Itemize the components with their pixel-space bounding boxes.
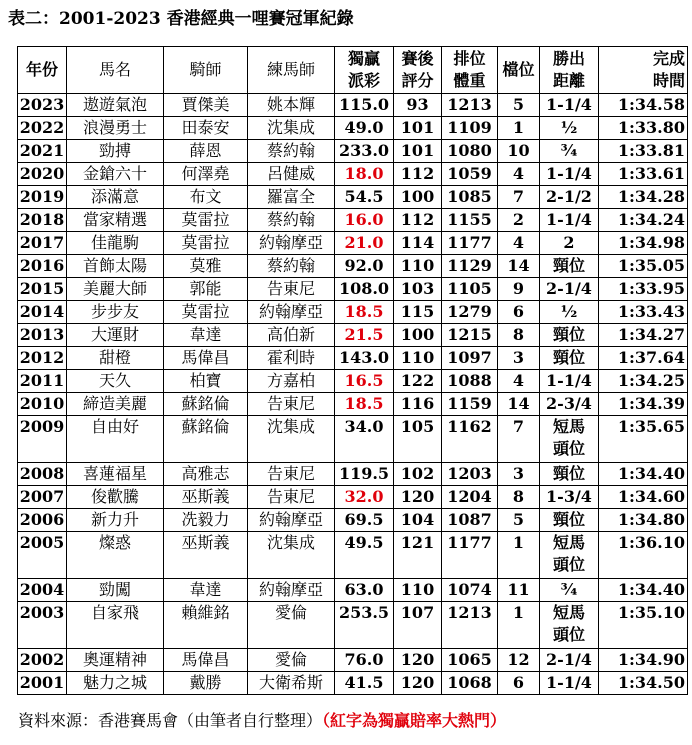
row-time: 1:33.43	[599, 301, 688, 324]
table-title: 表二：2001-2023 香港經典一哩賽冠軍紀錄	[8, 9, 354, 29]
row-rating: 114	[394, 232, 442, 255]
table-row	[18, 463, 688, 486]
row-weight: 1177	[442, 532, 498, 579]
row-time: 1:34.50	[599, 672, 688, 695]
row-rating: 116	[394, 393, 442, 416]
row-year: 2010	[18, 393, 67, 416]
row-rating: 107	[394, 602, 442, 649]
row-year: 2020	[18, 163, 67, 186]
row-horse: 締造美麗	[67, 393, 164, 416]
row-trainer: 約翰摩亞	[248, 579, 335, 602]
table-row	[18, 186, 688, 209]
source-note: （紅字為獨贏賠率大熱門）	[322, 711, 507, 730]
row-margin: 2-3/4	[540, 393, 599, 416]
row-rating: 110	[394, 347, 442, 370]
row-weight: 1074	[442, 579, 498, 602]
header-draw: 檔位	[498, 47, 540, 94]
row-draw: 2	[498, 209, 540, 232]
row-weight: 1159	[442, 393, 498, 416]
row-horse: 佳龍駒	[67, 232, 164, 255]
row-year: 2002	[18, 649, 67, 672]
row-trainer: 大衛希斯	[248, 672, 335, 695]
row-horse: 天久	[67, 370, 164, 393]
row-trainer: 蔡約翰	[248, 255, 335, 278]
table-row	[18, 532, 688, 579]
row-year: 2014	[18, 301, 67, 324]
table-row	[18, 301, 688, 324]
table-row	[18, 579, 688, 602]
row-weight: 1129	[442, 255, 498, 278]
row-rating: 102	[394, 463, 442, 486]
row-odds: 92.0	[335, 255, 394, 278]
row-margin: 1-1/4	[540, 163, 599, 186]
row-jockey: 蘇銘倫	[164, 393, 248, 416]
row-margin: 頸位	[540, 347, 599, 370]
row-rating: 100	[394, 324, 442, 347]
row-trainer: 愛倫	[248, 649, 335, 672]
row-jockey: 韋達	[164, 324, 248, 347]
row-draw: 7	[498, 416, 540, 463]
row-draw: 3	[498, 347, 540, 370]
row-year: 2007	[18, 486, 67, 509]
row-trainer: 告東尼	[248, 486, 335, 509]
row-odds: 76.0	[335, 649, 394, 672]
row-margin: 頸位	[540, 324, 599, 347]
row-rating: 122	[394, 370, 442, 393]
row-rating: 105	[394, 416, 442, 463]
table-row	[18, 209, 688, 232]
row-time: 1:33.61	[599, 163, 688, 186]
row-odds: 108.0	[335, 278, 394, 301]
header-year: 年份	[18, 47, 67, 94]
row-horse: 添滿意	[67, 186, 164, 209]
row-jockey: 巫斯義	[164, 532, 248, 579]
row-weight: 1162	[442, 416, 498, 463]
table-row	[18, 163, 688, 186]
row-trainer: 姚本輝	[248, 94, 335, 117]
row-rating: 120	[394, 649, 442, 672]
row-time: 1:35.05	[599, 255, 688, 278]
row-jockey: 馬偉昌	[164, 649, 248, 672]
row-margin: 2	[540, 232, 599, 255]
row-rating: 112	[394, 163, 442, 186]
row-weight: 1177	[442, 232, 498, 255]
row-odds: 18.0	[335, 163, 394, 186]
row-year: 2016	[18, 255, 67, 278]
row-year: 2008	[18, 463, 67, 486]
row-draw: 6	[498, 672, 540, 695]
row-horse: 燦惑	[67, 532, 164, 579]
row-jockey: 莫雷拉	[164, 209, 248, 232]
row-draw: 12	[498, 649, 540, 672]
row-rating: 110	[394, 579, 442, 602]
header-margin: 勝出 距離	[540, 47, 599, 94]
row-weight: 1097	[442, 347, 498, 370]
row-margin: 頸位	[540, 463, 599, 486]
row-time: 1:35.10	[599, 602, 688, 649]
row-weight: 1068	[442, 672, 498, 695]
row-margin: 1-1/4	[540, 94, 599, 117]
row-weight: 1088	[442, 370, 498, 393]
row-odds: 49.5	[335, 532, 394, 579]
row-weight: 1065	[442, 649, 498, 672]
row-odds: 49.0	[335, 117, 394, 140]
row-odds: 34.0	[335, 416, 394, 463]
row-weight: 1215	[442, 324, 498, 347]
row-odds: 21.0	[335, 232, 394, 255]
table-row	[18, 370, 688, 393]
row-margin: 短馬 頭位	[540, 602, 599, 649]
row-jockey: 馬偉昌	[164, 347, 248, 370]
row-margin: 2-1/4	[540, 278, 599, 301]
row-trainer: 沈集成	[248, 532, 335, 579]
row-horse: 首飾太陽	[67, 255, 164, 278]
row-year: 2021	[18, 140, 67, 163]
header-odds: 獨贏 派彩	[335, 47, 394, 94]
row-time: 1:34.60	[599, 486, 688, 509]
row-margin: 1-1/4	[540, 370, 599, 393]
row-horse: 新力升	[67, 509, 164, 532]
row-draw: 4	[498, 232, 540, 255]
table-row	[18, 140, 688, 163]
row-trainer: 沈集成	[248, 416, 335, 463]
row-time: 1:34.27	[599, 324, 688, 347]
row-trainer: 告東尼	[248, 393, 335, 416]
row-rating: 93	[394, 94, 442, 117]
champions-table	[17, 46, 688, 695]
row-draw: 14	[498, 393, 540, 416]
row-horse: 奧運精神	[67, 649, 164, 672]
row-trainer: 高伯新	[248, 324, 335, 347]
header-jockey: 騎師	[164, 47, 248, 94]
row-rating: 110	[394, 255, 442, 278]
row-horse: 喜蓮福星	[67, 463, 164, 486]
table-row	[18, 393, 688, 416]
row-time: 1:34.39	[599, 393, 688, 416]
row-weight: 1213	[442, 94, 498, 117]
row-rating: 104	[394, 509, 442, 532]
table-row	[18, 672, 688, 695]
row-time: 1:37.64	[599, 347, 688, 370]
row-draw: 1	[498, 602, 540, 649]
row-jockey: 莫雷拉	[164, 301, 248, 324]
header-trainer: 練馬師	[248, 47, 335, 94]
row-margin: ½	[540, 301, 599, 324]
row-jockey: 巫斯義	[164, 486, 248, 509]
header-rating: 賽後 評分	[394, 47, 442, 94]
row-time: 1:34.25	[599, 370, 688, 393]
row-odds: 69.5	[335, 509, 394, 532]
row-year: 2011	[18, 370, 67, 393]
row-jockey: 賴維銘	[164, 602, 248, 649]
row-weight: 1085	[442, 186, 498, 209]
row-trainer: 告東尼	[248, 463, 335, 486]
header-horse: 馬名	[67, 47, 164, 94]
row-time: 1:33.95	[599, 278, 688, 301]
row-rating: 120	[394, 672, 442, 695]
row-jockey: 冼毅力	[164, 509, 248, 532]
row-odds: 21.5	[335, 324, 394, 347]
row-weight: 1279	[442, 301, 498, 324]
row-time: 1:33.80	[599, 117, 688, 140]
row-year: 2019	[18, 186, 67, 209]
row-margin: 2-1/2	[540, 186, 599, 209]
row-draw: 5	[498, 509, 540, 532]
row-rating: 101	[394, 117, 442, 140]
row-margin: 1-3/4	[540, 486, 599, 509]
row-year: 2015	[18, 278, 67, 301]
row-margin: 1-1/4	[540, 672, 599, 695]
row-year: 2017	[18, 232, 67, 255]
row-time: 1:34.28	[599, 186, 688, 209]
row-weight: 1204	[442, 486, 498, 509]
row-odds: 18.5	[335, 393, 394, 416]
row-rating: 103	[394, 278, 442, 301]
row-year: 2001	[18, 672, 67, 695]
row-time: 1:35.65	[599, 416, 688, 463]
row-time: 1:34.24	[599, 209, 688, 232]
row-draw: 10	[498, 140, 540, 163]
row-year: 2009	[18, 416, 67, 463]
row-trainer: 方嘉柏	[248, 370, 335, 393]
row-draw: 14	[498, 255, 540, 278]
row-draw: 6	[498, 301, 540, 324]
row-draw: 4	[498, 163, 540, 186]
row-horse: 當家精選	[67, 209, 164, 232]
table-row	[18, 117, 688, 140]
row-rating: 101	[394, 140, 442, 163]
row-jockey: 田泰安	[164, 117, 248, 140]
row-year: 2004	[18, 579, 67, 602]
row-horse: 俊歡騰	[67, 486, 164, 509]
row-jockey: 何澤堯	[164, 163, 248, 186]
row-jockey: 莫雷拉	[164, 232, 248, 255]
row-horse: 金鎗六十	[67, 163, 164, 186]
table-row	[18, 509, 688, 532]
row-odds: 253.5	[335, 602, 394, 649]
row-year: 2013	[18, 324, 67, 347]
table-row	[18, 255, 688, 278]
row-odds: 233.0	[335, 140, 394, 163]
row-time: 1:34.40	[599, 579, 688, 602]
row-time: 1:34.80	[599, 509, 688, 532]
row-odds: 16.5	[335, 370, 394, 393]
row-draw: 8	[498, 486, 540, 509]
row-margin: 2-1/4	[540, 649, 599, 672]
table-row	[18, 232, 688, 255]
row-margin: ½	[540, 117, 599, 140]
row-odds: 54.5	[335, 186, 394, 209]
row-jockey: 高雅志	[164, 463, 248, 486]
table-row	[18, 94, 688, 117]
row-draw: 8	[498, 324, 540, 347]
row-year: 2012	[18, 347, 67, 370]
row-time: 1:33.81	[599, 140, 688, 163]
source-text: 資料來源：香港賽馬會（由筆者自行整理）	[18, 711, 323, 730]
row-horse: 勁闖	[67, 579, 164, 602]
row-trainer: 蔡約翰	[248, 209, 335, 232]
row-horse: 步步友	[67, 301, 164, 324]
header-weight: 排位 體重	[442, 47, 498, 94]
row-jockey: 柏寶	[164, 370, 248, 393]
row-draw: 9	[498, 278, 540, 301]
row-year: 2022	[18, 117, 67, 140]
row-horse: 魅力之城	[67, 672, 164, 695]
table-row	[18, 324, 688, 347]
row-time: 1:34.58	[599, 94, 688, 117]
row-weight: 1213	[442, 602, 498, 649]
row-horse: 遨遊氣泡	[67, 94, 164, 117]
row-odds: 18.5	[335, 301, 394, 324]
row-horse: 自家飛	[67, 602, 164, 649]
row-weight: 1155	[442, 209, 498, 232]
row-odds: 119.5	[335, 463, 394, 486]
row-draw: 5	[498, 94, 540, 117]
table-body	[18, 94, 688, 695]
row-margin: 1-1/4	[540, 209, 599, 232]
row-trainer: 霍利時	[248, 347, 335, 370]
row-jockey: 莫雅	[164, 255, 248, 278]
row-trainer: 約翰摩亞	[248, 509, 335, 532]
row-draw: 11	[498, 579, 540, 602]
row-margin: 短馬 頭位	[540, 416, 599, 463]
row-margin: 頸位	[540, 255, 599, 278]
table-row	[18, 347, 688, 370]
row-year: 2003	[18, 602, 67, 649]
row-odds: 41.5	[335, 672, 394, 695]
table-row	[18, 649, 688, 672]
row-trainer: 告東尼	[248, 278, 335, 301]
row-jockey: 蘇銘倫	[164, 416, 248, 463]
row-rating: 112	[394, 209, 442, 232]
row-horse: 美麗大師	[67, 278, 164, 301]
row-rating: 115	[394, 301, 442, 324]
row-rating: 100	[394, 186, 442, 209]
row-jockey: 薛恩	[164, 140, 248, 163]
row-odds: 16.0	[335, 209, 394, 232]
row-margin: 頸位	[540, 509, 599, 532]
row-draw: 3	[498, 463, 540, 486]
header-time: 完成 時間	[599, 47, 688, 94]
row-horse: 浪漫勇士	[67, 117, 164, 140]
row-odds: 32.0	[335, 486, 394, 509]
row-time: 1:34.98	[599, 232, 688, 255]
row-margin: ¾	[540, 579, 599, 602]
row-horse: 大運財	[67, 324, 164, 347]
row-weight: 1080	[442, 140, 498, 163]
row-odds: 143.0	[335, 347, 394, 370]
row-jockey: 郭能	[164, 278, 248, 301]
row-jockey: 布文	[164, 186, 248, 209]
row-jockey: 賈傑美	[164, 94, 248, 117]
row-trainer: 約翰摩亞	[248, 232, 335, 255]
table-row	[18, 602, 688, 649]
row-weight: 1087	[442, 509, 498, 532]
row-year: 2006	[18, 509, 67, 532]
row-draw: 7	[498, 186, 540, 209]
row-weight: 1059	[442, 163, 498, 186]
row-trainer: 約翰摩亞	[248, 301, 335, 324]
row-time: 1:34.90	[599, 649, 688, 672]
row-weight: 1203	[442, 463, 498, 486]
row-draw: 1	[498, 117, 540, 140]
row-draw: 1	[498, 532, 540, 579]
row-horse: 自由好	[67, 416, 164, 463]
row-trainer: 呂健威	[248, 163, 335, 186]
row-odds: 63.0	[335, 579, 394, 602]
row-margin: ¾	[540, 140, 599, 163]
row-year: 2005	[18, 532, 67, 579]
row-rating: 121	[394, 532, 442, 579]
row-odds: 115.0	[335, 94, 394, 117]
row-year: 2023	[18, 94, 67, 117]
row-trainer: 沈集成	[248, 117, 335, 140]
table-row	[18, 278, 688, 301]
row-trainer: 羅富全	[248, 186, 335, 209]
row-draw: 4	[498, 370, 540, 393]
row-weight: 1105	[442, 278, 498, 301]
row-weight: 1109	[442, 117, 498, 140]
row-jockey: 韋達	[164, 579, 248, 602]
row-jockey: 戴勝	[164, 672, 248, 695]
table-row	[18, 486, 688, 509]
source-line	[18, 710, 506, 732]
header-row	[18, 47, 688, 94]
row-time: 1:36.10	[599, 532, 688, 579]
row-rating: 120	[394, 486, 442, 509]
row-margin: 短馬 頭位	[540, 532, 599, 579]
row-horse: 甜橙	[67, 347, 164, 370]
row-horse: 勁搏	[67, 140, 164, 163]
table-row	[18, 416, 688, 463]
row-year: 2018	[18, 209, 67, 232]
row-trainer: 蔡約翰	[248, 140, 335, 163]
row-time: 1:34.40	[599, 463, 688, 486]
row-trainer: 愛倫	[248, 602, 335, 649]
